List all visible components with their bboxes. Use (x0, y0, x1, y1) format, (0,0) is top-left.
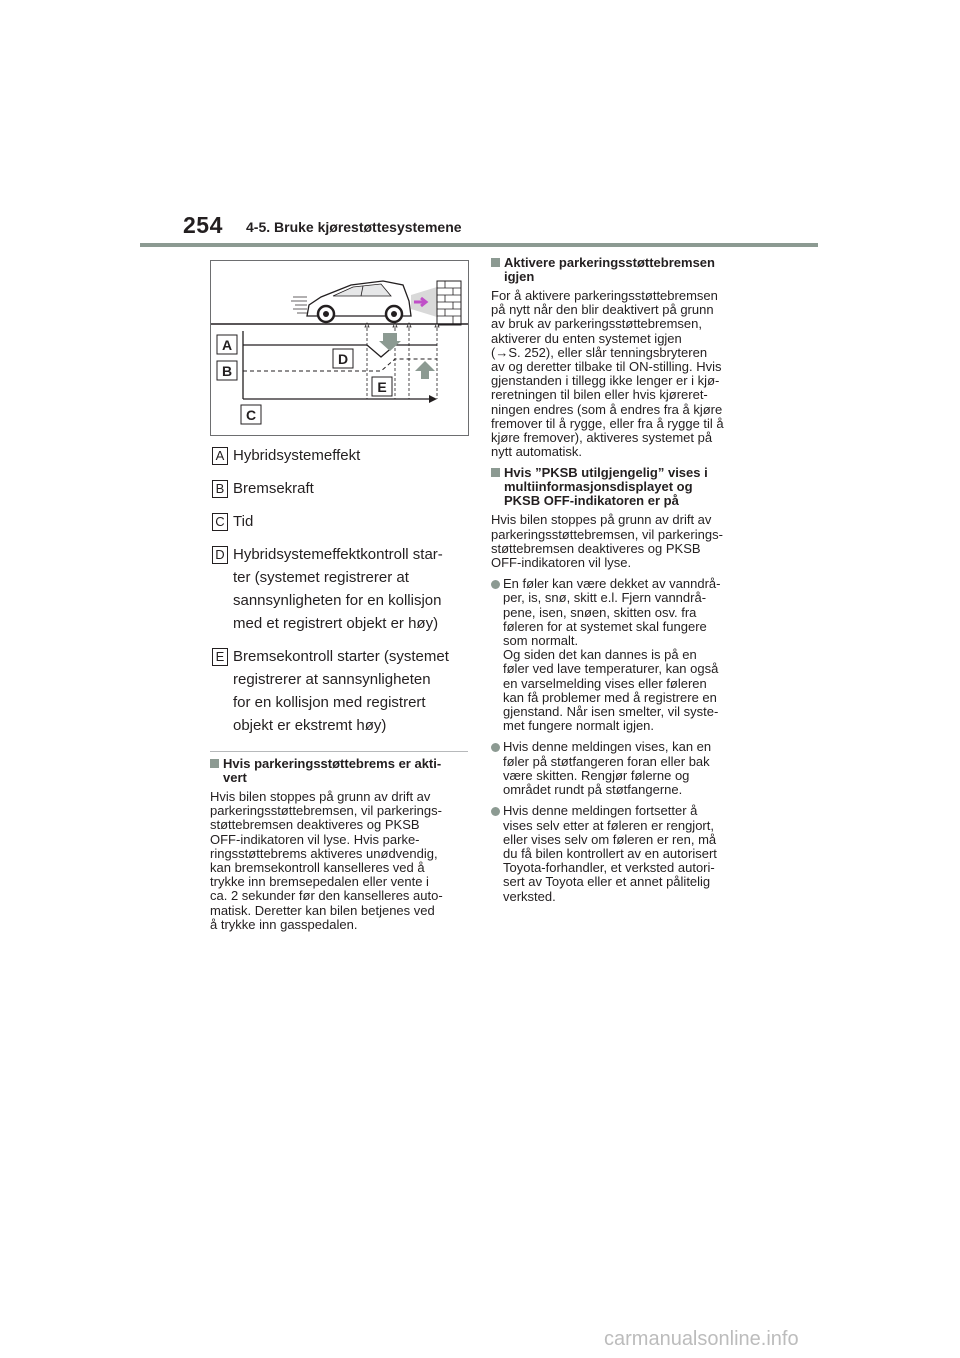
figure-label-a: A (221, 337, 233, 353)
figure-label-c: C (245, 407, 257, 423)
legend-badge: B (212, 480, 228, 498)
section-heading (491, 466, 756, 508)
figure-label-d: D (337, 351, 349, 367)
section-heading (491, 256, 756, 284)
legend-badge: C (212, 513, 228, 531)
list-item-text: Hvis denne meldingen vises, kan en føler på støtfangeren foran eller bak være skitten. Rengjør følerne og området rundt på støtfangerne. (503, 739, 712, 798)
square-bullet-icon (491, 468, 500, 477)
legend-item (212, 444, 470, 467)
list-item (491, 740, 756, 797)
page-number: 254 (183, 212, 223, 238)
square-bullet-icon (210, 759, 219, 768)
section-title: 4-5. Bruke kjørestøttesystemene (246, 219, 462, 235)
round-bullet-icon (491, 580, 500, 589)
body-paragraph: Hvis bilen stoppes på grunn av drift av parkeringsstøttebremsen, vil parkerings- støttebremsen deaktiveres og PKSB OFF-indikatoren vil lyse. Hvis parke- ringsstøttebrems aktiveres unødvendig, kan bremsekontroll kanselleres ved å trykke inn bremsepedalen eller vente i ca. 2 sekunder før den kanselleres auto- matisk. Deretter kan bilen betjenes ved å trykke inn gasspedalen. (210, 789, 443, 932)
car-icon (291, 281, 411, 322)
watermark: carmanualsonline.info (604, 1328, 799, 1350)
wall-icon (437, 281, 461, 325)
legend-text: Hybridsystemeffektkontroll star- ter (systemet registrerer at sannsynligheten for en kollisjon med et registrert objekt er høy) (233, 546, 443, 632)
list-item (491, 804, 756, 903)
figure-label-b: B (221, 363, 233, 379)
body-paragraph: For å aktivere parkeringsstøttebremsen på nytt når den blir deaktivert på grunn av bruk av parkeringsstøttebremsen, aktiverer du enten systemet igjen (→S. 252), eller slår tenningsbryteren av og deretter tilbake til ON-stilling. Hvis gjenstanden i tillegg ikke lenger er i kjø- reretningen til bilen eller hvis kjøreret- ningen endres (som å endres fra å kjøre fremover til å rygge, eller fra å rygge til å kjøre fremover), aktiveres systemet på nytt automatisk. (491, 288, 724, 460)
sensor-wave-icon (411, 287, 437, 317)
legend-item (212, 510, 470, 533)
square-bullet-icon (491, 258, 500, 267)
section-divider (210, 751, 468, 752)
body-paragraph: Hvis bilen stoppes på grunn av drift av parkeringsstøttebremsen, vil parkerings- støttebremsen deaktiveres og PKSB OFF-indikatoren vil lyse. (491, 512, 723, 571)
legend-item (212, 477, 470, 500)
legend-text: Hybridsystemeffekt (233, 447, 361, 464)
legend-text: Bremsekontroll starter (systemet registrerer at sannsynligheten for en kollisjon med registrert objekt er ekstremt høy) (233, 648, 449, 734)
list-item-text: Hvis denne meldingen fortsetter å vises selv etter at føleren er rengjort, eller vises selv om føleren er ren, må du få bilen kontrollert av en autorisert Toyota-forhandler, et verksted autori- sert av Toyota eller et annet pålitelig verksted. (503, 803, 717, 904)
legend-badge: D (212, 546, 228, 564)
heading-text: Aktivere parkeringsstøttebremsen igjen (504, 255, 715, 284)
round-bullet-icon (491, 743, 500, 752)
legend-badge: A (212, 447, 228, 465)
round-bullet-icon (491, 807, 500, 816)
list-item-text: En føler kan være dekket av vanndrå- per, is, snø, skitt e.l. Fjern vanndrå- pene, isen, snøen, skitten osv. fra føleren for at systemet skal fungere som normalt. Og siden det kan dannes is på en føler ved lave temperaturer, kan også en varselmelding vises eller føleren kan få problemer med å registrere en gjenstand. Når isen smelter, vil syste- met fungere normalt igjen. (503, 576, 721, 734)
legend-badge: E (212, 648, 228, 666)
header-rule (140, 243, 818, 247)
left-column (210, 757, 470, 939)
figure-legend (212, 444, 470, 747)
right-column (491, 256, 756, 911)
heading-text: Hvis parkeringsstøttebrems er akti- vert (223, 756, 442, 785)
legend-text: Tid (233, 513, 254, 530)
arrow-down-icon (379, 333, 401, 351)
diagram-figure (210, 260, 469, 436)
section-heading (210, 757, 470, 785)
arrow-up-icon (415, 361, 435, 379)
legend-item (212, 543, 470, 635)
figure-label-e: E (377, 379, 387, 395)
list-item (491, 577, 756, 733)
legend-text: Bremsekraft (233, 480, 314, 497)
legend-item (212, 645, 470, 737)
heading-text: Hvis ”PKSB utilgjengelig” vises i multiinformasjonsdisplayet og PKSB OFF-indikatoren er på (504, 465, 708, 509)
